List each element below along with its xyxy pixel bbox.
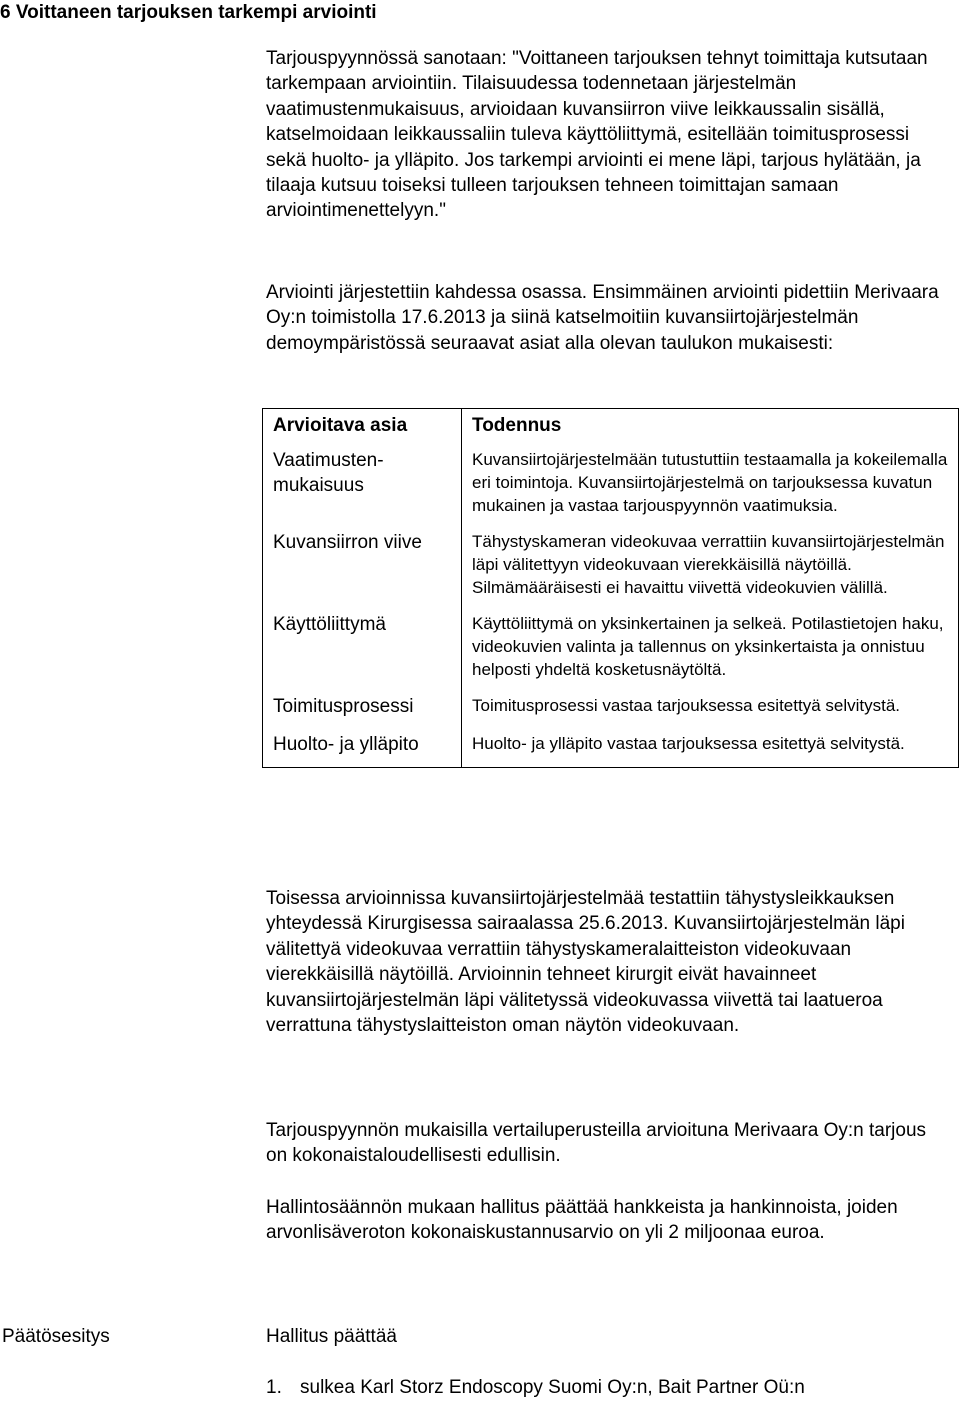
table-header-row xyxy=(263,409,959,446)
decision-list xyxy=(266,1375,805,1400)
paragraph-quote: Tarjouspyynnössä sanotaan: "Voittaneen tarjouksen tehnyt toimittaja kutsutaan tarkempaan arviointiin. Tilaisuudessa todennetaan järjestelmän vaatimustenmukaisuus, arvioidaan kuvansiirron viive leikkaussalin sisällä, katselmoidaan leikkaussaliin tuleva käyttöliittymä, esitellään toimitusprosessi sekä huolto- ja ylläpito. Jos tarkempi arviointi ei mene läpi, tarjous hylätään, ja tilaaja kutsuu toiseksi tulleen tarjouksen tehneen toimittajan samaan arviointimenettelyyn." xyxy=(266,48,928,222)
section-heading: 6 Voittaneen tarjouksen tarkempi arviointi xyxy=(0,2,377,23)
list-item-text: sulkea Karl Storz Endoscopy Suomi Oy:n, Bait Partner Oü:n xyxy=(300,1377,805,1398)
decision-intro: Hallitus päättää xyxy=(266,1326,397,1347)
table-row xyxy=(263,691,959,729)
decision-proposal-label: Päätösesitys xyxy=(2,1326,110,1347)
paragraph-comparison-result: Tarjouspyynnön mukaisilla vertailuperusteilla arvioituna Merivaara Oy:n tarjous on kokonaistaloudellisesti edullisin. xyxy=(266,1120,927,1167)
cell-asia: Huolto- ja ylläpito xyxy=(263,729,462,768)
table-row xyxy=(263,527,959,609)
evaluation-table xyxy=(262,408,959,768)
cell-asia: Kuvansiirron viive xyxy=(263,527,462,609)
table-row xyxy=(263,729,959,768)
cell-asia-text: Vaatimusten-mukaisuus xyxy=(273,450,384,496)
table-row xyxy=(263,445,959,527)
cell-asia: Toimitusprosessi xyxy=(263,691,462,729)
header-todennus: Todennus xyxy=(472,415,562,436)
paragraph-second-evaluation: Toisessa arvioinnissa kuvansiirtojärjestelmää testattiin tähystysleikkauksen yhteydessä Kirurgisessa sairaalassa 25.6.2013. Kuvansiirtojärjestelmän läpi välitettyä videokuvaa verrattiin tähystyskameralaitteiston videokuvaan vierekkäisillä näytöillä. Arvioinnin tehneet kirurgit eivät havainneet kuvansiirtojärjestelmän läpi välitetyssä videokuvassa viivettä tai laatueroa verrattuna tähystyslaitteiston oman näytön videokuvaan. xyxy=(266,888,905,1037)
cell-asia xyxy=(263,445,462,527)
list-item-number: 1. xyxy=(266,1377,282,1398)
cell-todennus: Kuvansiirtojärjestelmään tutustuttiin testaamalla ja kokeilemalla eri toimintoja. Kuvansiirtojärjestelmä on tarjouksessa kuvatun mukainen ja vastaa tarjouspyynnön vaatimuksia. xyxy=(472,450,948,515)
paragraph-evaluation-intro: Arviointi järjestettiin kahdessa osassa. Ensimmäinen arviointi pidettiin Merivaara Oy:n toimistolla 17.6.2013 ja siinä katselmoitiin kuvansiirtojärjestelmän demoympäristössä seuraavat asiat alla olevan taulukon mukaisesti: xyxy=(266,282,939,354)
cell-todennus: Huolto- ja ylläpito vastaa tarjouksessa esitettyä selvitystä. xyxy=(472,734,905,753)
cell-todennus: Toimitusprosessi vastaa tarjouksessa esitettyä selvitystä. xyxy=(472,696,901,715)
cell-asia: Käyttöliittymä xyxy=(263,609,462,691)
header-arvioitava-asia: Arvioitava asia xyxy=(263,409,462,446)
list-item xyxy=(266,1375,805,1400)
cell-todennus: Käyttöliittymä on yksinkertainen ja selkeä. Potilastietojen haku, videokuvien valinta ja tallennus on yksinkertaista ja onnistuu helposti yhdeltä kosketusnäytöltä. xyxy=(472,614,944,679)
table-row xyxy=(263,609,959,691)
cell-todennus: Tähystyskameran videokuvaa verrattiin kuvansiirtojärjestelmän läpi välitettyyn videokuvaan vierekkäisillä näytöillä. Silmämääräisesti ei havaittu viivettä videokuvien välillä. xyxy=(472,532,945,597)
paragraph-governance-rule: Hallintosäännön mukaan hallitus päättää hankkeista ja hankinnoista, joiden arvonlisäveroton kokonaiskustannusarvio on yli 2 miljoonaa euroa. xyxy=(266,1197,898,1244)
